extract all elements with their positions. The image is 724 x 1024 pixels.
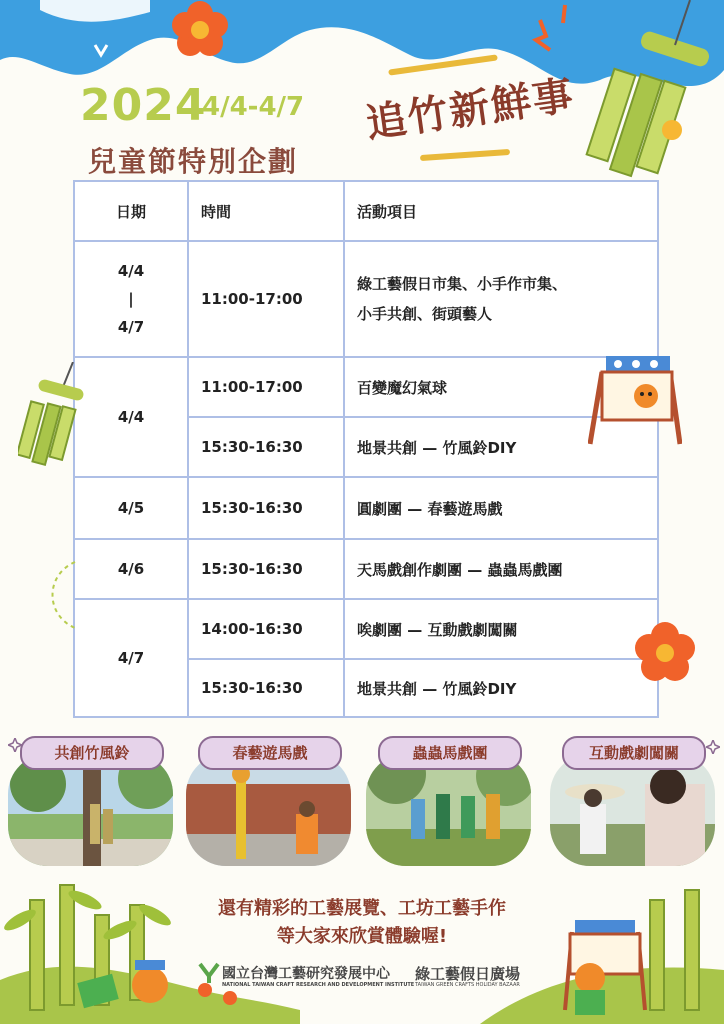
table-row bbox=[74, 599, 658, 659]
organization-name-en: NATIONAL TAIWAN CRAFT RESEARCH AND DEVELOPMENT INSTITUTE bbox=[222, 982, 415, 988]
table-row bbox=[74, 357, 658, 417]
table-header-row bbox=[74, 181, 658, 241]
row-time: 15:30-16:30 bbox=[188, 539, 344, 599]
date-start: 4/4 bbox=[117, 262, 145, 280]
row-date: 4/4 bbox=[74, 357, 188, 477]
sparkle-icon bbox=[706, 740, 720, 754]
craft-institute-logo-icon bbox=[198, 962, 220, 984]
fox-easel-icon bbox=[588, 352, 682, 448]
event-subtitle: 兒童節特別企劃 bbox=[88, 145, 299, 178]
wind-chime-photo bbox=[8, 754, 173, 866]
row-activity bbox=[344, 241, 658, 357]
bamboo-leaf-icon bbox=[1, 887, 173, 943]
row-time: 15:30-16:30 bbox=[188, 477, 344, 539]
row-activity: 地景共創 — 竹風鈴DIY bbox=[344, 417, 658, 477]
row-date: 4/5 bbox=[74, 477, 188, 539]
date-end: 4/7 bbox=[117, 318, 145, 336]
header-time: 時間 bbox=[188, 181, 344, 241]
activity-line: 綠工藝假日市集、小手作市集、 bbox=[357, 275, 568, 293]
date-separator: | bbox=[128, 290, 134, 308]
row-activity: 百變魔幻氣球 bbox=[344, 357, 658, 417]
table-row bbox=[74, 241, 658, 357]
photo-card-bug-circus bbox=[366, 736, 531, 868]
bazaar-name: 綠工藝假日廣場 bbox=[415, 965, 521, 983]
schedule-table bbox=[73, 180, 659, 718]
organization-name: 國立台灣工藝研究發展中心 bbox=[222, 966, 390, 982]
photo-card-drama bbox=[550, 736, 715, 868]
header-activity: 活動項目 bbox=[344, 181, 658, 241]
photo-label: 互動戲劇闖關 bbox=[562, 736, 706, 770]
bazaar-name-en: TAIWAN GREEN CRAFTS HOLIDAY BAZAAR bbox=[415, 982, 520, 988]
bug-circus-photo bbox=[366, 754, 531, 866]
row-time: 14:00-16:30 bbox=[188, 599, 344, 659]
activity-line: 小手共創、街頭藝人 bbox=[357, 305, 493, 323]
photo-label: 共創竹風鈴 bbox=[20, 736, 164, 770]
row-date bbox=[74, 241, 188, 357]
photo-label: 春藝遊馬戲 bbox=[198, 736, 342, 770]
row-activity: 唉劇團 — 互動戲劇闖關 bbox=[344, 599, 658, 659]
dashed-arc-decoration bbox=[40, 560, 80, 630]
footer-line: 還有精彩的工藝展覽、工坊工藝手作 bbox=[218, 898, 506, 919]
row-date: 4/7 bbox=[74, 599, 188, 717]
photo-label: 蟲蟲馬戲團 bbox=[378, 736, 522, 770]
footer-line: 等大家來欣賞體驗喔! bbox=[276, 926, 448, 947]
row-time: 15:30-16:30 bbox=[188, 659, 344, 717]
row-time: 11:00-17:00 bbox=[188, 241, 344, 357]
row-activity: 圓劇團 — 春藝遊馬戲 bbox=[344, 477, 658, 539]
table-row bbox=[74, 539, 658, 599]
drama-photo bbox=[550, 754, 715, 866]
flower-icon bbox=[632, 620, 698, 686]
table-row bbox=[74, 477, 658, 539]
row-time: 11:00-17:00 bbox=[188, 357, 344, 417]
event-year: 2024 bbox=[80, 80, 207, 131]
photo-card-circus bbox=[186, 736, 351, 868]
header-date: 日期 bbox=[74, 181, 188, 241]
circus-photo bbox=[186, 754, 351, 866]
row-activity: 地景共創 — 竹風鈴DIY bbox=[344, 659, 658, 717]
photo-card-wind-chime bbox=[8, 736, 173, 868]
event-dates: 4/4-4/7 bbox=[202, 92, 305, 122]
row-date: 4/6 bbox=[74, 539, 188, 599]
event-slogan: 追竹新鮮事 bbox=[363, 72, 578, 148]
bamboo-wind-chime-icon bbox=[18, 362, 88, 472]
row-time: 15:30-16:30 bbox=[188, 417, 344, 477]
footer-message bbox=[180, 895, 544, 951]
row-activity: 天馬戲創作劇團 — 蟲蟲馬戲團 bbox=[344, 539, 658, 599]
